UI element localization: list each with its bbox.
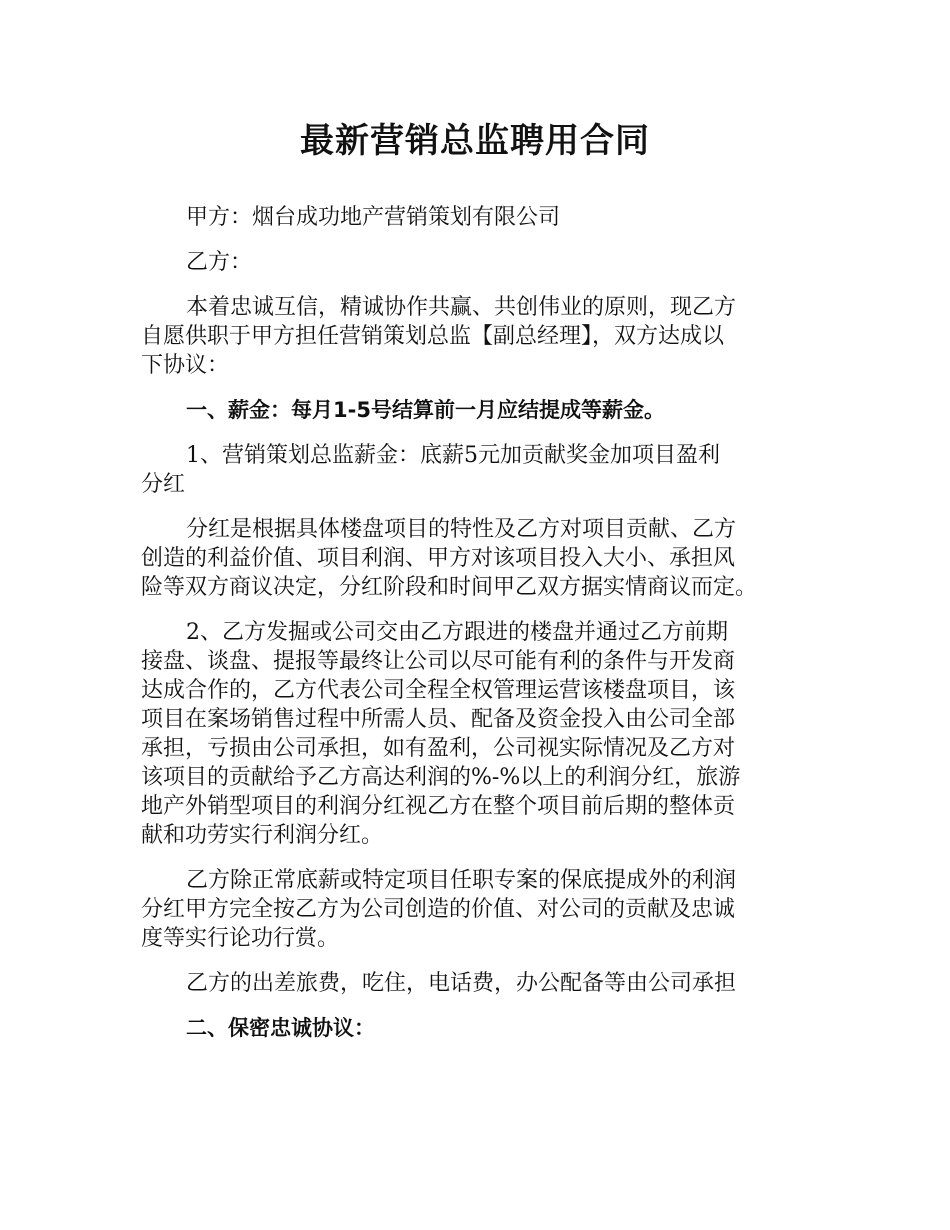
dividend-paragraph: 分红是根据具体楼盘项目的特性及乙方对项目贡献、乙方 创造的利益价值、项目利润、甲方对该项目投入大小、承担风 险等双方商议决定，分红阶段和时间甲乙双方据实情商议而定。 (141, 517, 758, 600)
document-body (141, 203, 821, 1059)
section-2-heading: 二、保密忠诚协议： (186, 1016, 375, 1040)
intro-paragraph: 本着忠诚互信，精诚协作共赢、共创伟业的原则，现乙方 自愿供职于甲方担任营销策划总监【副总经理】，双方达成以 下协议： (141, 295, 737, 378)
expenses-paragraph: 乙方的出差旅费，吃住，电话费，办公配备等由公司承担 (186, 971, 737, 996)
profit-share-paragraph: 乙方除正常底薪或特定项目任职专案的保底提成外的利润 分红甲方完全按乙方为公司创造的价值、对公司的贡献及忠诚 度等实行论功行赏。 (141, 868, 737, 951)
document-title: 最新营销总监聘用合同 (300, 121, 650, 161)
item-1-paragraph: 1、营销策划总监薪金：底薪5元加贡献奖金加项目盈利 分红 (141, 443, 720, 497)
item-2-paragraph: 2、乙方发掘或公司交由乙方跟进的楼盘并通过乙方前期 接盘、谈盘、提报等最终让公司以尽可能有利的条件与开发商 达成合作的，乙方代表公司全程全权管理运营该楼盘项目，该 项目在案场销售过程中所需人员、配备及资金投入由公司全部 承担，亏损由公司承担，如有盈利，公司视实际情况及乙方对 该项目的贡献给予乙方高达利润的%-%以上的利润分红，旅游 地产外销型项目的利润分红视乙方在整个项目前后期的整体贡 献和功劳实行利润分红。 (141, 620, 741, 848)
section-1-heading: 一、薪金：每月1-5号结算前一月应结提成等薪金。 (186, 398, 665, 422)
party-a-line: 甲方：烟台成功地产营销策划有限公司 (186, 205, 561, 230)
party-b-line: 乙方： (186, 250, 253, 275)
